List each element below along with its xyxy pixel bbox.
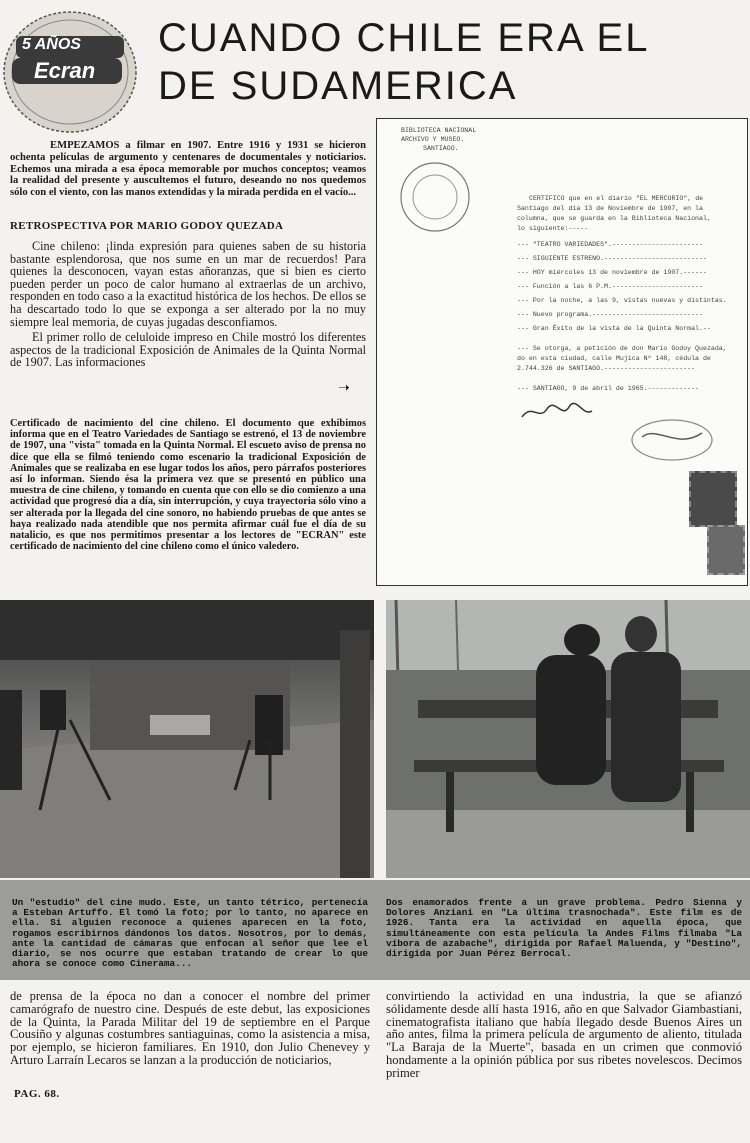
ecran-logo — [2, 6, 140, 134]
logo-years: 5 AÑOS — [22, 36, 81, 53]
lead-first-word: EMPEZAMOS — [50, 140, 120, 151]
couple-on-bench-photo — [386, 600, 750, 878]
article-body-bottom-left: de prensa de la época no dan a conocer el nombre del primer camarógrafo de nuestro cine. Después de este debut, las exposiciones de la Quinta, la Parada Militar del 19 de septiembre en el Parque Cousiño y algunas costumbres santiaguinas, como la asistencia a misa, por ejemplo, se hicieron familiares. En 1910, don Julio Chenevey y Arturo Larraín Lecaros se lanzan a la producción de noticiarios, — [10, 989, 370, 1067]
official-stamp-icon — [627, 415, 717, 465]
postage-stamp-icon — [689, 471, 737, 527]
doc-line: --- Función a las 6 P.M.----------------------- — [517, 283, 703, 290]
title-line-1: CUANDO CHILE ERA EL — [158, 16, 650, 60]
doc-line: do en esta ciudad, calle Mujica Nº 148, cédula de — [517, 355, 711, 362]
doc-line: CERTIFICO que en el diario "EL MERCURIO", de — [529, 195, 704, 202]
doc-line: --- SANTIAGO, 9 de abril de 1965.------------- — [517, 385, 700, 392]
doc-line: --- Nuevo programa.---------------------------- — [517, 311, 703, 318]
doc-line: --- SIGUIENTE ESTRENO.-------------------------- — [517, 255, 707, 262]
doc-line: Santiago del día 13 de Noviembre de 1907, en la — [517, 205, 703, 212]
certificate-caption: Certificado de nacimiento del cine chileno. El documento que exhibimos informa que en el Teatro Variedades de Santiago se estrenó, el 13 de noviembre de 1907, una "vista" tomada en la Quinta Normal. El escueto aviso de prensa no dice que ella se filmó teniendo como escenario la tradicional Exposición de Animales que se realizaba en ese lugar todos los años, pero párrafos posteriores así lo informan. Siendo ésa la primera vez que se presentó en público una muestra de cine chileno, y tomando en cuenta que con ello se dio comienzo a una actividad que progresó día a día, sin interrupción, y cuya trayectoria sólo vino a ser alterada por la llegada del cine sonoro, no habiendo pruebas de que antes se haya realizado nada atendible que nos permita afirmar cuál fue el día de su natalicio, es que nos permitimos presentar a los lectores de "ECRAN" este certificado de nacimiento del cine chileno como el único valedero. — [10, 418, 366, 553]
page-title — [158, 14, 743, 110]
silent-film-studio-photo — [0, 600, 374, 878]
lead-text: a filmar en 1907. Entre 1916 y 1931 se hicieron ochenta películas de argumento y centenares de documentales y noticiarios. Echemos una mirada a esa época memorable por muchos conceptos; veamos la realidad del presente y auscultemos el futuro, deseando no nos quedemos sólo con el viento, con las manos extendidas y la mirada perdida en el vacío... — [10, 140, 366, 199]
doc-header-line: SANTIAGO. — [423, 145, 459, 152]
certificate-document-image — [376, 118, 748, 586]
doc-line: --- Por la noche, a las 9, vistas nuevas y distintas. — [517, 297, 727, 304]
doc-header-line: ARCHIVO Y MUSEO. — [401, 136, 465, 143]
article-body-bottom-right: convirtiendo la actividad en una industria, la que se afianzó sólidamente desde allí hasta 1916, año en que Salvador Giambastiani, cinematografista italiano que había llegado desde Buenos Aires un año antes, filma la primera película de argumento de aliento, titulada "La Baraja de la Muerte", basada en un crimen que conmovió hondamente a la opinión pública por sus ribetes novelescos. Decimos primer — [386, 989, 742, 1080]
couple-photo-caption: Dos enamorados frente a un grave problema. Pedro Sienna y Dolores Anziani en "La última trasnochada". Este film es de 1926. Tanta era la actividad en aquella época, que simultáneamente con esta película la Andes Films filmaba "La víbora de azabache", dirigida por Rafael Maluenda, y "Destino", dirigida por Juan Pérez Berrocal. — [386, 897, 742, 960]
signature-icon — [517, 399, 597, 425]
lead-paragraph — [10, 140, 366, 199]
studio-photo-caption: Un "estudio" del cine mudo. Este, un tanto tétrico, pertenecía a Esteban Artuffo. El tomó la foto; por lo tanto, no aparece en ella. Si alguien reconoce a quienes aparecen en la foto, rogamos escribirnos dándonos los datos. Nosotros, por lo demás, ante la cantidad de cámaras que enfocan al señor que lee el diario, se nos ocurre que estaban tratando de crear lo que ahora se conoce como Cinerama... — [12, 897, 368, 970]
doc-line: --- "TEATRO VARIEDADES".----------------------- — [517, 241, 703, 248]
page-number: PAG. 68. — [14, 1088, 60, 1100]
doc-line: lo siguiente:----- — [517, 225, 589, 232]
library-seal-icon — [397, 159, 473, 235]
doc-line: 2.744.326 de SANTIAGO.----------------------- — [517, 365, 696, 372]
logo-name: Ecran — [34, 58, 96, 83]
doc-line: --- HOY miércoles 13 de noviembre de 1907.------ — [517, 269, 707, 276]
doc-line: --- Se otorga, a petición de don Mario Godoy Quezada, — [517, 345, 727, 352]
doc-line: columna, que se guarda en la Biblioteca Nacional, — [517, 215, 711, 222]
article-body-top — [10, 240, 366, 372]
doc-header-line: BIBLIOTECA NACIONAL — [401, 127, 477, 134]
postage-stamp-icon — [707, 525, 745, 575]
doc-line: --- Gran Éxito de la vista de la Quinta Normal.-- — [517, 325, 711, 332]
byline: RETROSPECTIVA POR MARIO GODOY QUEZADA — [10, 220, 284, 232]
continue-arrow-icon: ➝ — [338, 381, 350, 396]
title-line-2: DE SUDAMERICA — [158, 64, 518, 108]
body-paragraph-2: El primer rollo de celuloide impreso en Chile mostró los diferentes aspectos de la tradicional Exposición de Animales de la Quinta Normal de 1907. Las informaciones — [10, 330, 366, 370]
body-paragraph-1: Cine chileno: ¡linda expresión para quienes saben de su historia bastante esplendorosa, que nos sume en un mar de recuerdos! Para quienes la desconocen, vayan estas añoranzas, que si bien es cierto pueden perder un poco de calor humano al extraerlas de un archivo, responden en todo caso a la exactitud histórica de los hechos. De ellos se ha descartado todo lo que se exponga a ser alterado por la no muy siempre leal memoria, de cuyas jugadas desconfiamos. — [10, 239, 366, 329]
